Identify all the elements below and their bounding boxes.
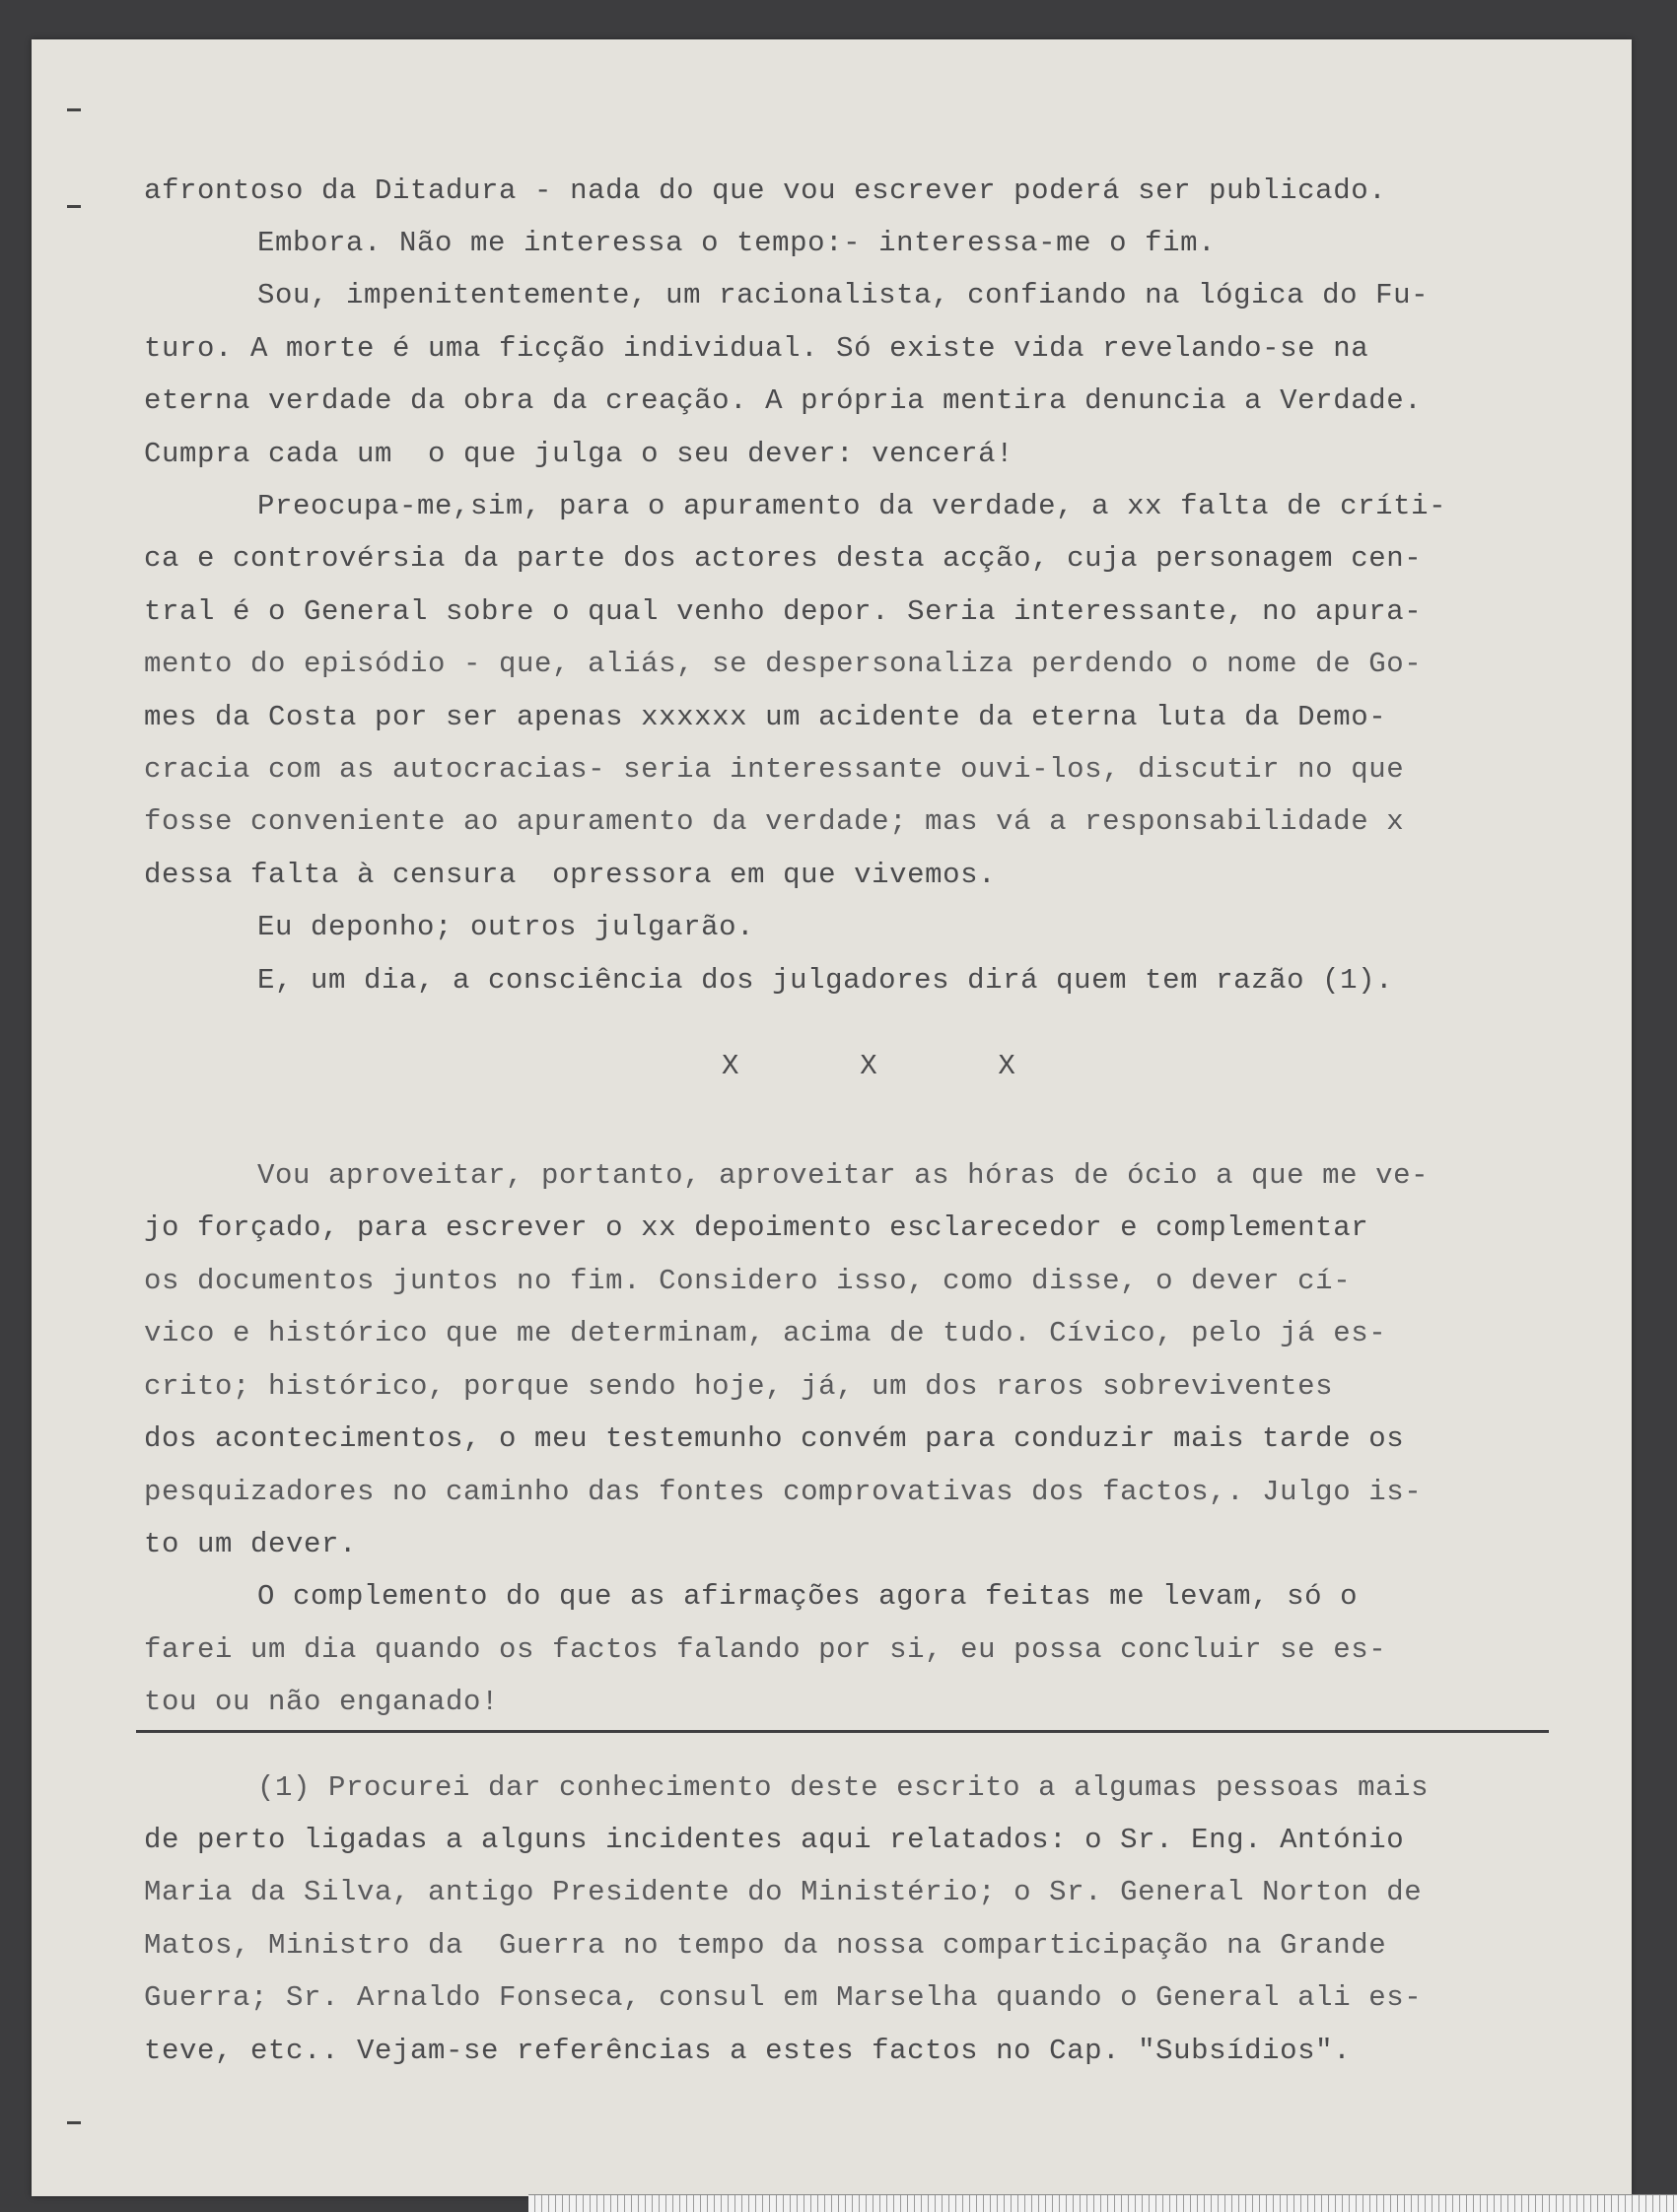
footnote-line: teve, etc.. Vejam-se referências a estes factos no Cap. "Subsídios". [144, 2035, 1352, 2067]
text-line: os documentos juntos no fim. Considero isso, como disse, o dever cí- [144, 1265, 1352, 1297]
text-line: tou ou não enganado! [144, 1686, 500, 1718]
footnote-line: Maria da Silva, antigo Presidente do Ministério; o Sr. General Norton de [144, 1876, 1423, 1908]
text-line: mento do episódio - que, aliás, se despersonaliza perdendo o nome de Go- [144, 648, 1423, 680]
text-line: mes da Costa por ser apenas xxxxxx um acidente da eterna luta da Demo- [144, 701, 1387, 733]
text-line: dessa falta à censura opressora em que vivemos. [144, 859, 997, 891]
text-line: dos acontecimentos, o meu testemunho convém para conduzir mais tarde os [144, 1422, 1405, 1455]
footnote-line: Matos, Ministro da Guerra no tempo da nossa comparticipação na Grande [144, 1929, 1387, 1962]
text-line: cracia com as autocracias- seria interessante ouvi-los, discutir no que [144, 753, 1405, 786]
footnote-line: Guerra; Sr. Arnaldo Fonseca, consul em Marselha quando o General ali es- [144, 1981, 1423, 2014]
text-line: Eu deponho; outros julgarão. [257, 911, 755, 943]
text-line: E, um dia, a consciência dos julgadores dirá quem tem razão (1). [257, 964, 1394, 997]
margin-mark [67, 2121, 81, 2124]
text-line: eterna verdade da obra da creação. A própria mentira denuncia a Verdade. [144, 384, 1423, 417]
scan-scale-bar [528, 2194, 1677, 2212]
margin-mark [67, 205, 81, 208]
footnote-line: de perto ligadas a alguns incidentes aqui relatados: o Sr. Eng. António [144, 1824, 1405, 1856]
text-line: crito; histórico, porque sendo hoje, já, um dos raros sobreviventes [144, 1370, 1334, 1403]
text-line: jo forçado, para escrever o xx depoimento esclarecedor e complementar [144, 1211, 1369, 1244]
text-line: Preocupa-me,sim, para o apuramento da verdade, a xx falta de críti- [257, 490, 1447, 522]
text-line: pesquizadores no caminho das fontes comprovativas dos factos,. Julgo is- [144, 1476, 1423, 1508]
text-line: tral é o General sobre o qual venho depor. Seria interessante, no apura- [144, 595, 1423, 628]
text-line: fosse conveniente ao apuramento da verdade; mas vá a responsabilidade x [144, 805, 1405, 838]
text-line: vico e histórico que me determinam, acima de tudo. Cívico, pelo já es- [144, 1317, 1387, 1349]
text-line: farei um dia quando os factos falando por si, eu possa concluir se es- [144, 1633, 1387, 1666]
text-line: turo. A morte é uma ficção individual. Só existe vida revelando-se na [144, 332, 1369, 365]
text-line: ca e controvérsia da parte dos actores desta acção, cuja personagem cen- [144, 542, 1423, 575]
margin-mark [67, 108, 81, 111]
text-line: to um dever. [144, 1528, 358, 1560]
text-line: O complemento do que as afirmações agora feitas me levam, só o [257, 1580, 1359, 1613]
footnote-line: (1) Procurei dar conhecimento deste escrito a algumas pessoas mais [257, 1771, 1430, 1804]
footnote-rule [136, 1730, 1549, 1733]
section-separator: X X X [722, 1050, 1015, 1082]
document-page [32, 39, 1632, 2196]
text-line: Vou aproveitar, portanto, aproveitar as hóras de ócio a que me ve- [257, 1159, 1430, 1192]
text-line: Cumpra cada um o que julga o seu dever: vencerá! [144, 438, 1014, 470]
text-line: Embora. Não me interessa o tempo:- interessa-me o fim. [257, 227, 1217, 259]
text-line: Sou, impenitentemente, um racionalista, confiando na lógica do Fu- [257, 279, 1430, 311]
text-line: afrontoso da Ditadura - nada do que vou escrever poderá ser publicado. [144, 174, 1387, 207]
